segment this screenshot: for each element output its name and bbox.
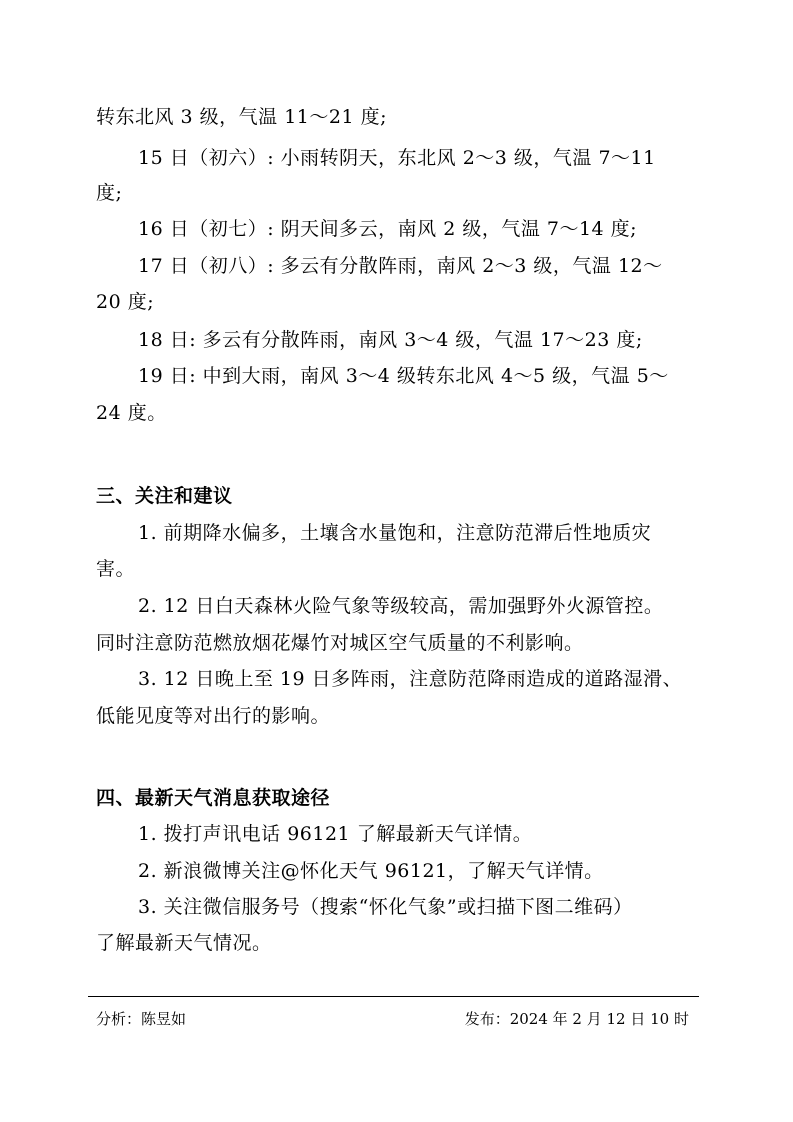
paragraph-line: 1. 前期降水偏多，土壤含水量饱和，注意防范滞后性地质灾: [138, 522, 652, 544]
section-heading: 四、最新天气消息获取途径: [96, 787, 331, 809]
paragraph-line: 2. 12 日白天森林火险气象等级较高，需加强野外火源管控。: [138, 595, 664, 617]
footer-published: 发布：2024 年 2 月 12 日 10 时: [464, 1010, 689, 1028]
paragraph-line: 2. 新浪微博关注@怀化天气 96121，了解天气详情。: [138, 860, 604, 882]
paragraph-line: 3. 关注微信服务号（搜索“怀化气象”或扫描下图二维码）: [138, 896, 633, 918]
forecast-line: 转东北风 3 级，气温 11～21 度;: [96, 106, 388, 128]
section-heading: 三、关注和建议: [96, 485, 233, 507]
paragraph-line: 同时注意防范燃放烟花爆竹对城区空气质量的不利影响。: [96, 632, 584, 654]
footer-analyst: 分析：陈昱如: [96, 1010, 187, 1028]
paragraph-line: 1. 拨打声讯电话 96121 了解最新天气详情。: [138, 823, 533, 845]
footer-divider: [88, 996, 699, 997]
paragraph-line: 3. 12 日晚上至 19 日多阵雨，注意防范降雨造成的道路湿滑、: [138, 668, 683, 690]
forecast-line: 24 度。: [96, 402, 167, 424]
forecast-line: 18 日: 多云有分散阵雨，南风 3～4 级，气温 17～23 度;: [138, 329, 643, 351]
paragraph-line: 害。: [96, 558, 136, 580]
paragraph-line: 了解最新天气情况。: [96, 932, 272, 954]
forecast-line: 16 日（初七）: 阴天间多云，南风 2 级，气温 7～14 度;: [138, 218, 638, 240]
forecast-line: 15 日（初六）: 小雨转阴天，东北风 2～3 级，气温 7～11: [138, 147, 656, 169]
forecast-line: 度;: [96, 182, 123, 204]
forecast-line: 19 日: 中到大雨，南风 3～4 级转东北风 4～5 级，气温 5～: [138, 365, 669, 387]
forecast-line: 17 日（初八）: 多云有分散阵雨，南风 2～3 级，气温 12～: [138, 255, 663, 277]
forecast-line: 20 度;: [96, 291, 155, 313]
paragraph-line: 低能见度等对出行的影响。: [96, 705, 331, 727]
